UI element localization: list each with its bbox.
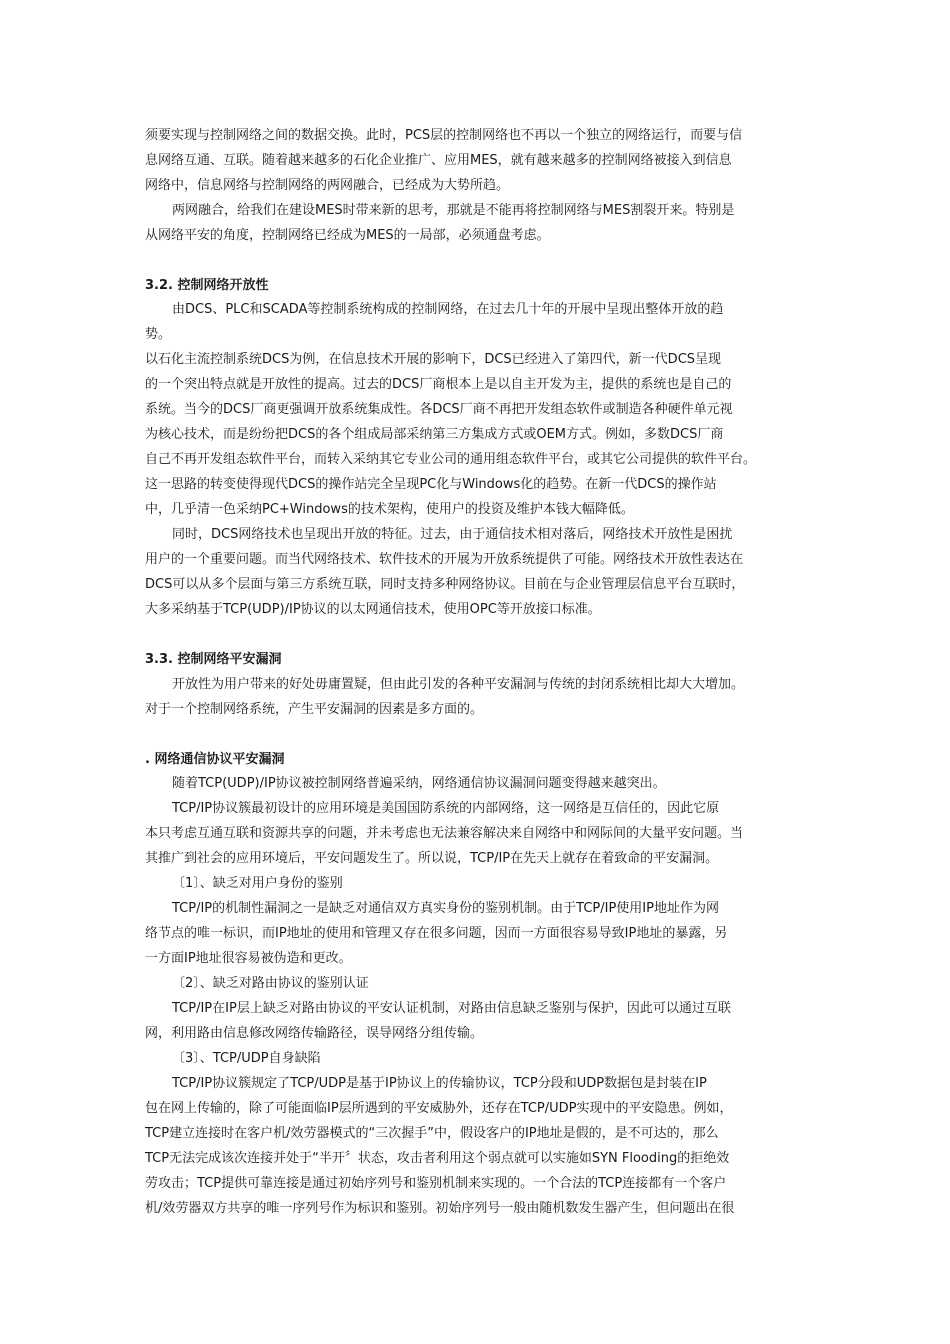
text-line: 系统。当今的DCS厂商更强调开放系统集成性。各DCS厂商不再把开发组态软件或制造各种硬件单元视 xyxy=(145,402,733,417)
text-line: TCP/IP的机制性漏洞之一是缺乏对通信双方真实身份的鉴别机制。由于TCP/IP使用IP地址作为网 xyxy=(172,901,719,916)
text-line: 网，利用路由信息修改网络传输路径，误导网络分组传输。 xyxy=(145,1026,484,1041)
text-line: TCP建立连接时在客户机/效劳器模式的“三次握手”中，假设客户的IP地址是假的，是不可达的，那么 xyxy=(145,1126,719,1141)
text-line: TCP/IP协议簇规定了TCP/UDP是基于IP协议上的传输协议，TCP分段和UDP数据包是封装在IP xyxy=(172,1076,707,1091)
text-line: TCP/IP在IP层上缺乏对路由协议的平安认证机制，对路由信息缺乏鉴别与保护，因此可以通过互联 xyxy=(172,1001,731,1016)
text-line: 同时，DCS网络技术也呈现出开放的特征。过去，由于通信技术相对落后，网络技术开放性是困扰 xyxy=(172,527,733,542)
text-line: 劳攻击；TCP提供可靠连接是通过初始序列号和鉴别机制来实现的。一个合法的TCP连接都有一个客户 xyxy=(145,1176,727,1191)
text-line: 网络中，信息网络与控制网络的两网融合，已经成为大势所趋。 xyxy=(145,178,510,193)
text-line: TCP无法完成该次连接并处于“半开〞状态，攻击者利用这个弱点就可以实施如SYN Flooding的拒绝效 xyxy=(145,1151,730,1166)
text-line: 机/效劳器双方共享的唯一序列号作为标识和鉴别。初始序列号一般由随机数发生器产生，但问题出在很 xyxy=(145,1201,735,1216)
text-line: 这一思路的转变使得现代DCS的操作站完全呈现PC化与Windows化的趋势。在新一代DCS的操作站 xyxy=(145,477,717,492)
text-line: TCP/IP协议簇最初设计的应用环境是美国国防系统的内部网络，这一网络是互信任的，因此它原 xyxy=(172,801,720,816)
text-line: 包在网上传输的，除了可能面临IP层所遇到的平安威胁外，还存在TCP/UDP实现中的平安隐患。例如， xyxy=(145,1101,733,1116)
text-line: 以石化主流控制系统DCS为例，在信息技术开展的影响下，DCS已经进入了第四代，新一代DCS呈现 xyxy=(145,352,722,367)
section-heading: 3.3. 控制网络平安漏洞 xyxy=(145,652,282,667)
list-item-heading: 〔2〕、缺乏对路由协议的鉴别认证 xyxy=(172,976,369,991)
text-line: 络节点的唯一标识，而IP地址的使用和管理又存在很多问题，因而一方面很容易导致IP地址的暴露，另 xyxy=(145,926,728,941)
text-line: 由DCS、PLC和SCADA等控制系统构成的控制网络，在过去几十年的开展中呈现出整体开放的趋 xyxy=(172,302,724,317)
text-line: 大多采纳基于TCP(UDP)/IP协议的以太网通信技术，使用OPC等开放接口标准。 xyxy=(145,602,601,617)
text-line: 用户的一个重要问题。而当代网络技术、软件技术的开展为开放系统提供了可能。网络技术开放性表达在 xyxy=(145,552,744,567)
text-line: 势。 xyxy=(145,327,172,342)
list-item-heading: 〔1〕、缺乏对用户身份的鉴别 xyxy=(172,876,343,891)
section-heading: 3.2. 控制网络开放性 xyxy=(145,278,269,293)
list-item-heading: 〔3〕、TCP/UDP自身缺陷 xyxy=(172,1051,321,1066)
text-line: 中，几乎清一色采纳PC+Windows的技术架构，使用户的投资及维护本钱大幅降低。 xyxy=(145,502,634,517)
text-line: 本只考虑互通互联和资源共享的问题，并未考虑也无法兼容解决来自网络中和网际间的大量平安问题。当 xyxy=(145,826,744,841)
subsection-heading: . 网络通信协议平安漏洞 xyxy=(145,752,285,767)
text-line: 息网络互通、互联。随着越来越多的石化企业推广、应用MES，就有越来越多的控制网络被接入到信息 xyxy=(145,153,732,168)
text-line: 开放性为用户带来的好处毋庸置疑，但由此引发的各种平安漏洞与传统的封闭系统相比却大大增加。 xyxy=(172,677,745,692)
text-line: 一方面IP地址很容易被伪造和更改。 xyxy=(145,951,352,966)
text-line: 对于一个控制网络系统，产生平安漏洞的因素是多方面的。 xyxy=(145,702,484,717)
text-line: DCS可以从多个层面与第三方系统互联，同时支持多种网络协议。目前在与企业管理层信息平台互联时， xyxy=(145,577,745,592)
text-line: 两网融合，给我们在建设MES时带来新的思考，那就是不能再将控制网络与MES割裂开来。特别是 xyxy=(172,203,735,218)
text-line: 为核心技术，而是纷纷把DCS的各个组成局部采纳第三方集成方式或OEM方式。例如，多数DCS厂商 xyxy=(145,427,724,442)
text-line: 的一个突出特点就是开放性的提高。过去的DCS厂商根本上是以自主开发为主，提供的系统也是自己的 xyxy=(145,377,732,392)
text-line: 随着TCP(UDP)/IP协议被控制网络普遍采纳，网络通信协议漏洞问题变得越来越突出。 xyxy=(172,776,666,791)
text-line: 从网络平安的角度，控制网络已经成为MES的一局部，必须通盘考虑。 xyxy=(145,228,550,243)
text-line: 自己不再开发组态软件平台，而转入采纳其它专业公司的通用组态软件平台，或其它公司提供的软件平台。 xyxy=(145,452,757,467)
text-line: 其推广到社会的应用环境后，平安问题发生了。所以说，TCP/IP在先天上就存在着致命的平安漏洞。 xyxy=(145,851,719,866)
text-line: 须要实现与控制网络之间的数据交换。此时，PCS层的控制网络也不再以一个独立的网络运行，而要与信 xyxy=(145,128,743,143)
